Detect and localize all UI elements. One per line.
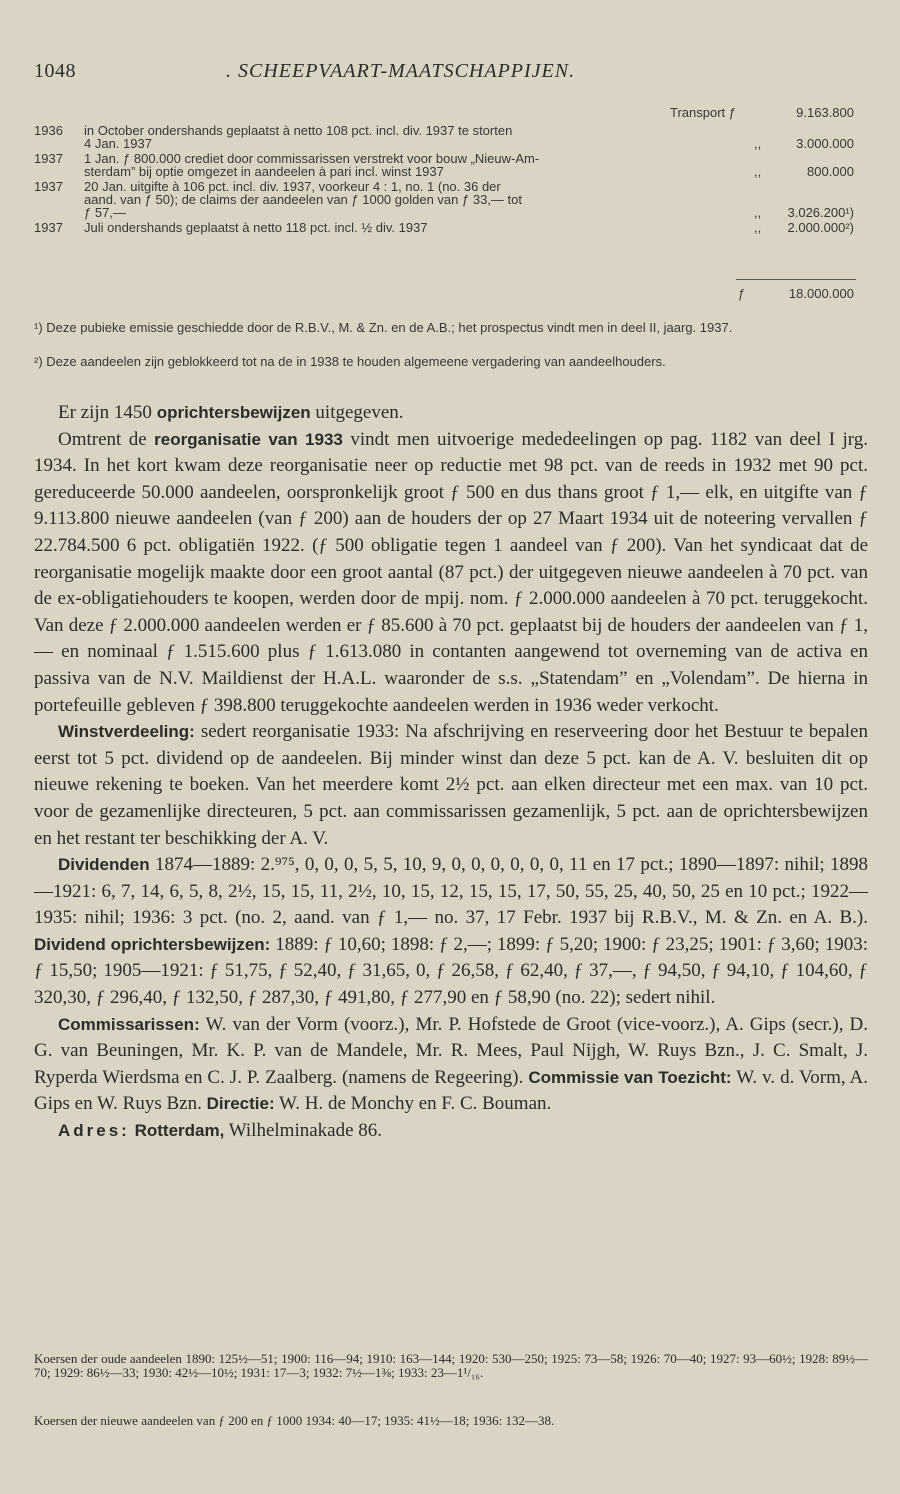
bold-term: Directie: — [206, 1094, 275, 1114]
running-title — [226, 60, 575, 83]
total-rule — [736, 279, 856, 280]
ledger-text — [84, 152, 704, 178]
transport-label — [670, 106, 736, 119]
ledger-row — [34, 221, 854, 234]
running-title-text: SCHEEPVAART-MAATSCHAPPIJEN. — [238, 60, 576, 82]
text-run: sedert reorganisatie 1933: Na afschrijving en reserveering door het Bestuur te bepalen eerst tot 5 pct. dividend op de aandeelen. Bij minder winst dan deze 5 pct. kan de A. V. besluiten dit op nieuwe rekening te boeken. Van het meerdere komt 2½ pct. aan elken directeur met een max. van 10 pct. voor de gezamenlijke directeuren, 5 pct. aan commissarissen gezamenlijk, 5 pct. aan de oprichtersbewijzen en het restant ter beschikking der A. V. — [34, 721, 868, 849]
text-run: W. H. de Monchy en F. C. Bouman. — [274, 1093, 552, 1115]
header-separator: . — [226, 60, 232, 82]
bold-term: Rotterdam, — [129, 1121, 225, 1141]
text-run: Wilhelminakade 86. — [224, 1120, 383, 1142]
footnote-1: ¹) Deze pubieke emissie geschiedde door de R.B.V., M. & Zn. en de A.B.; het prospectus vindt men in deel II, jaarg. 1937. — [34, 320, 733, 335]
ledger-line: aand. van ƒ 50); de claims der aandeelen van ƒ 1000 golden van ƒ 33,— tot — [84, 192, 522, 207]
ledger-amount: 3.026.200¹) — [787, 205, 854, 220]
ledger-row — [34, 180, 854, 219]
paragraph-founders-certificates — [34, 400, 868, 427]
issue-ledger — [34, 124, 854, 236]
bold-term: Dividend oprichtersbewijzen: — [34, 934, 271, 954]
ledger-mark: ,, — [754, 164, 762, 179]
bold-term: oprichtersbewijzen — [156, 403, 311, 422]
ledger-line: 4 Jan. 1937 — [84, 136, 152, 151]
ledger-year: 1937 — [34, 220, 63, 235]
text-run: vindt men uitvoerige mededeelingen op pag. 1182 van deel I jrg. 1934. In het kort kwam deze reorganisatie neer op reductie met 98 pct. van de reeds in 1932 met 90 pct. gereduceerde 50.000 aandeelen, oorspronkelijk groot ƒ 500 en dus thans groot ƒ 1,— elk, en uitgifte van ƒ 9.113.800 nieuwe aandeelen (van ƒ 200) aan de houders der op 27 Maart 1934 uit de noteering vervallen ƒ 22.784.500 6 pct. obligatiën 1922. (ƒ 500 obligatie tegen 1 aandeel van ƒ 200). Van het syndicaat dat de reorganisatie mogelijk maakte door een groot aantal (87 pct.) der uitgegeven nieuwe aandeelen à 70 pct. van de ex-obligatiehouders te koopen, werden door de mpij. nom. ƒ 2.000.000 aandeelen à 70 pct. teruggekocht. Van deze ƒ 2.000.000 aandeelen werden er ƒ 85.600 à 70 pct. geplaatst bij de houders der aandeelen van ƒ 1,— en nominaal ƒ 1.515.600 plus ƒ 1.613.080 in contanten aangewend tot overneming van de activa en passiva van de N.V. Maildienst der H.A.L. waaronder de s.s. „Statendam” en „Volendam”. De hierna in portefeuille gebleven ƒ 398.800 teruggekochte aandeelen werden in 1936 weder verkocht. — [34, 428, 868, 716]
transport-currency: ƒ — [728, 105, 737, 120]
text-run: 1889: ƒ 10,60; 1898: ƒ 2,—; 1899: ƒ 5,20; 1900: ƒ 23,25; 1901: ƒ 3,60; 1903: ƒ 15,50; 1905—1921: ƒ 51,75, ƒ 52,40, ƒ 31,65, 0, ƒ 26,58, ƒ 62,40, ƒ 37,—, ƒ 94,50, ƒ 94,10, ƒ 104,60, ƒ 320,30, ƒ 296,40, ƒ 132,50, ƒ 287,30, ƒ 491,80, ƒ 277,90 en ƒ 58,90 (no. 22); sedert nihil. — [34, 933, 868, 1009]
text-run: 1874—1889: 2.⁹⁷⁵, 0, 0, 0, 5, 5, 10, 9, 0, 0, 0, 0, 0, 0, 11 en 17 pct.; 1890—1897: nihil; 1898—1921: 6, 7, 14, 6, 5, 8, 2½, 15, 15, 11, 2½, 10, 15, 12, 15, 15, 17, 50, 55, 25, 40, 50, 25 en 10 pct.; 1922—1935: nihil; 1936: 3 pct. (no. 2, aand. van ƒ 1,— no. 37, 17 Febr. 1937 bij R.B.V., M. & Zn. en A. B.). — [34, 854, 868, 929]
transport-label-text: Transport — [670, 105, 726, 120]
total-currency: ƒ — [738, 286, 746, 301]
text-run: uitgegeven. — [310, 402, 404, 423]
footnote-2: ²) Deze aandeelen zijn geblokkeerd tot na de in 1938 te houden algemeene vergadering van aandeelhouders. — [34, 354, 666, 369]
ledger-mark: ,, — [754, 220, 762, 235]
text-run: Er zijn 1450 — [58, 402, 157, 423]
ledger-line: sterdam” bij optie omgezet in aandeelen à pari incl. winst 1937 — [84, 164, 444, 179]
ledger-line: ƒ 57,— — [84, 205, 126, 220]
ledger-line: 20 Jan. uitgifte à 106 pct. incl. div. 1937, voorkeur 4 : 1, no. 1 (no. 36 der — [84, 179, 501, 194]
ledger-line: 1 Jan. ƒ 800.000 crediet door commissarissen verstrekt voor bouw „Nieuw-Am- — [84, 151, 540, 166]
paragraph-address — [34, 1118, 868, 1145]
page-number: 1048 — [34, 60, 76, 82]
ledger-mark: ,, — [754, 205, 762, 220]
ledger-row — [34, 124, 854, 150]
ledger-line: in October ondershands geplaatst à netto 108 pct. incl. div. 1937 te storten — [84, 123, 513, 138]
new-shares-prices: Koersen der nieuwe aandeelen van ƒ 200 en ƒ 1000 1934: 40—17; 1935: 41½—18; 1936: 132—38. — [34, 1413, 555, 1428]
ledger-row — [34, 152, 854, 178]
ledger-amount: 800.000 — [807, 164, 854, 179]
main-text — [34, 400, 868, 1145]
bold-term: Winstverdeeling: — [58, 722, 195, 742]
text-run: Omtrent de — [58, 428, 155, 450]
text-run: W. van der Vorm (voorz.), Mr. P. Hofstede de Groot (vice-voorz.), A. Gips (secr.), D. G. van Beuningen, Mr. K. P. van de Mandele, Mr. R. Mees, Paul Nijgh, W. Ruys Bzn., J. C. Smalt, J. Ryperda Wierdsma en C. J. P. Zaalberg. (namens de Regeering). — [34, 1013, 868, 1088]
bold-term: Commissie van Toezicht: — [528, 1067, 732, 1087]
ledger-amount: 3.000.000 — [796, 136, 854, 151]
paragraph-reorganisation — [34, 427, 868, 720]
ledger-year: 1937 — [34, 151, 63, 166]
bold-term: Commissarissen: — [58, 1014, 200, 1034]
ledger-text — [84, 124, 704, 150]
old-shares-prices: Koersen der oude aandeelen 1890: 125½—51; 1900: 116—94; 1910: 163—144; 1920: 530—250; 1925: 73—58; 1926: 70—40; 1927: 93—60½; 1928: 89½—70; 1929: 86½—33; 1930: 42½—10½; 1931: 17—3; 1932: 7½—1⅜; 1933: 23—1¹/₁₆. — [34, 1351, 868, 1380]
total-amount: 18.000.000 — [788, 286, 854, 301]
ledger-mark: ,, — [754, 136, 762, 151]
ledger-year: 1937 — [34, 179, 63, 194]
bold-term: reorganisatie van 1933 — [154, 429, 343, 449]
ledger-year: 1936 — [34, 123, 63, 138]
paragraph-profit-distribution — [34, 719, 868, 852]
ledger-text — [84, 180, 704, 219]
transport-amount: 9.163.800 — [796, 105, 854, 120]
bold-term: Adres: — [58, 1121, 130, 1141]
ledger-line: Juli ondershands geplaatst à netto 118 pct. incl. ½ div. 1937 — [84, 220, 428, 235]
paragraph-dividends — [34, 852, 868, 1012]
ledger-amount: 2.000.000²) — [787, 220, 854, 235]
text-run: W. v. d. Vorm, A. Gips en W. Ruys Bzn. — [34, 1066, 868, 1115]
paragraph-board — [34, 1012, 868, 1118]
bold-term: Dividenden — [58, 855, 150, 875]
page-header — [34, 60, 874, 90]
ledger-text — [84, 221, 704, 234]
